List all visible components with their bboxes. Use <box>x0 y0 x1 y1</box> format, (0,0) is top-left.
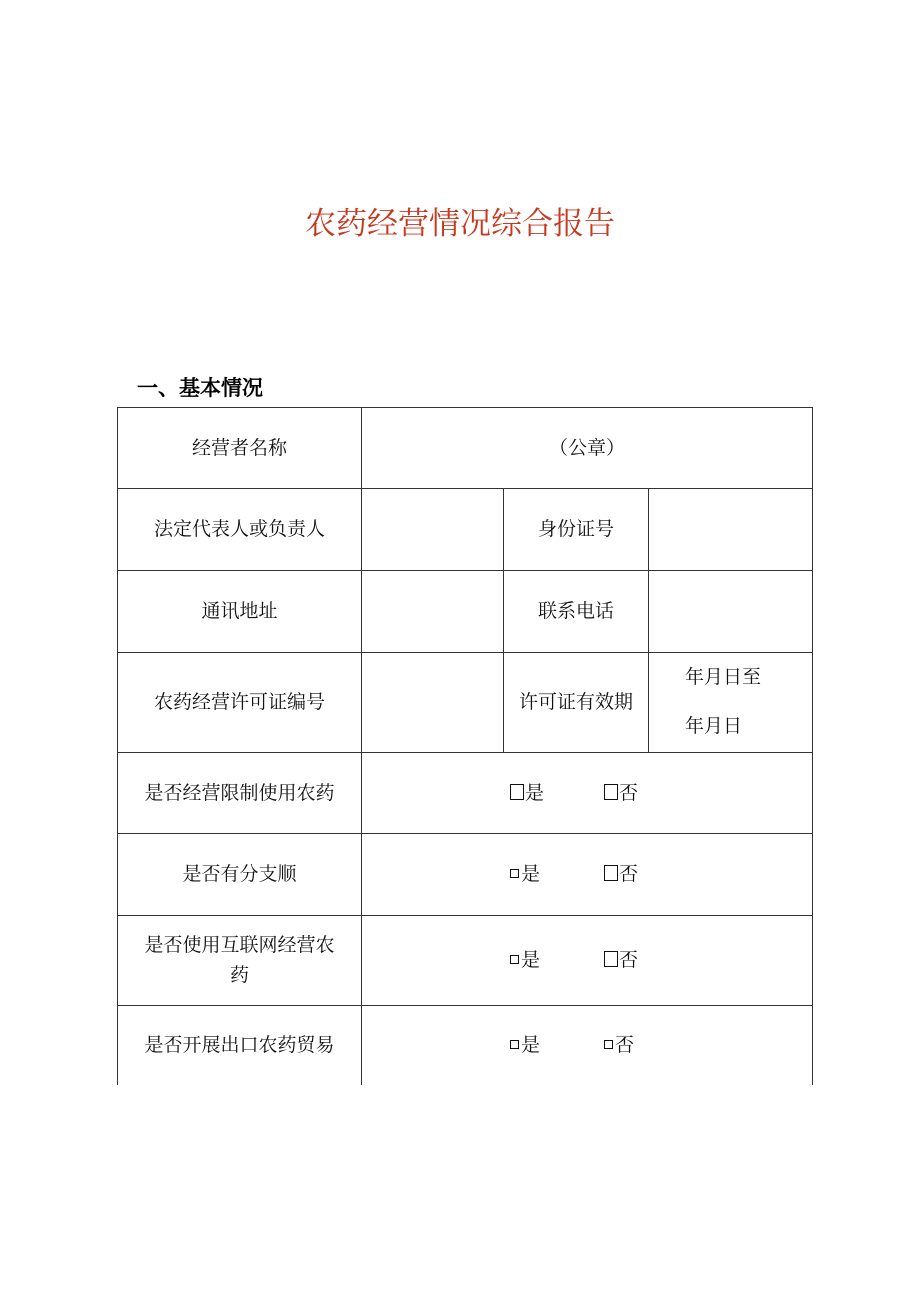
internet-no-label: 否 <box>619 949 639 972</box>
phone-value[interactable] <box>649 571 813 653</box>
checkbox-icon[interactable] <box>604 951 618 967</box>
license-number-value[interactable] <box>362 653 504 753</box>
branches-no-label: 否 <box>619 863 639 886</box>
export-trade-options <box>362 1005 813 1085</box>
document-title: 农药经营情况综合报告 <box>305 206 615 242</box>
checkbox-icon[interactable] <box>510 955 519 964</box>
branches-options <box>362 833 813 915</box>
section-heading-basic-info: 一、基本情况 <box>137 376 263 400</box>
address-value[interactable] <box>362 571 504 653</box>
export-trade-label: 是否开展出口农药贸易 <box>118 1005 362 1085</box>
license-validity-label: 许可证有效期 <box>504 653 649 753</box>
table-row <box>118 571 813 653</box>
checkbox-icon[interactable] <box>604 1040 613 1049</box>
branches-yes-label: 是 <box>521 863 541 886</box>
export-no-option[interactable] <box>604 1030 698 1060</box>
internet-yes-option[interactable] <box>510 945 604 975</box>
legal-rep-label: 法定代表人或负责人 <box>118 489 362 571</box>
restricted-yes-option[interactable] <box>510 778 604 808</box>
checkbox-icon[interactable] <box>510 784 524 800</box>
id-number-value[interactable] <box>649 489 813 571</box>
phone-label: 联系电话 <box>504 571 649 653</box>
export-yes-label: 是 <box>521 1033 541 1056</box>
table-row <box>118 833 813 915</box>
id-number-label: 身份证号 <box>504 489 649 571</box>
checkbox-icon[interactable] <box>510 1040 519 1049</box>
restricted-pesticide-options <box>362 752 813 833</box>
export-yes-option[interactable] <box>510 1030 604 1060</box>
branches-no-option[interactable] <box>604 859 698 889</box>
basic-info-table <box>117 407 813 1085</box>
internet-no-option[interactable] <box>604 945 698 975</box>
table-row <box>118 915 813 1005</box>
restricted-yes-label: 是 <box>525 781 545 804</box>
legal-rep-value[interactable] <box>362 489 504 571</box>
validity-from: 年月日至 <box>685 666 762 688</box>
checkbox-icon[interactable] <box>510 869 519 878</box>
internet-label-line1: 是否使用互联网经营农 <box>144 933 335 956</box>
operator-name-value[interactable]: （公章） <box>362 408 813 489</box>
branches-yes-option[interactable] <box>510 859 604 889</box>
internet-label-line2: 药 <box>229 964 249 987</box>
export-no-label: 否 <box>615 1033 635 1056</box>
table-row <box>118 752 813 833</box>
table-row <box>118 408 813 489</box>
internet-label <box>118 915 362 1005</box>
internet-yes-label: 是 <box>521 949 541 972</box>
license-number-label: 农药经营许可证编号 <box>118 653 362 753</box>
checkbox-icon[interactable] <box>604 865 618 881</box>
branches-label: 是否有分支顺 <box>118 833 362 915</box>
restricted-no-label: 否 <box>619 781 639 804</box>
restricted-no-option[interactable] <box>604 778 698 808</box>
restricted-pesticide-label: 是否经营限制使用农药 <box>118 752 362 833</box>
table-row <box>118 653 813 753</box>
validity-to: 年月日 <box>685 715 743 738</box>
checkbox-icon[interactable] <box>604 784 618 800</box>
address-label: 通讯地址 <box>118 571 362 653</box>
internet-options <box>362 915 813 1005</box>
operator-name-label: 经营者名称 <box>118 408 362 489</box>
table-row <box>118 489 813 571</box>
license-validity-value[interactable] <box>649 653 813 753</box>
table-row <box>118 1005 813 1085</box>
